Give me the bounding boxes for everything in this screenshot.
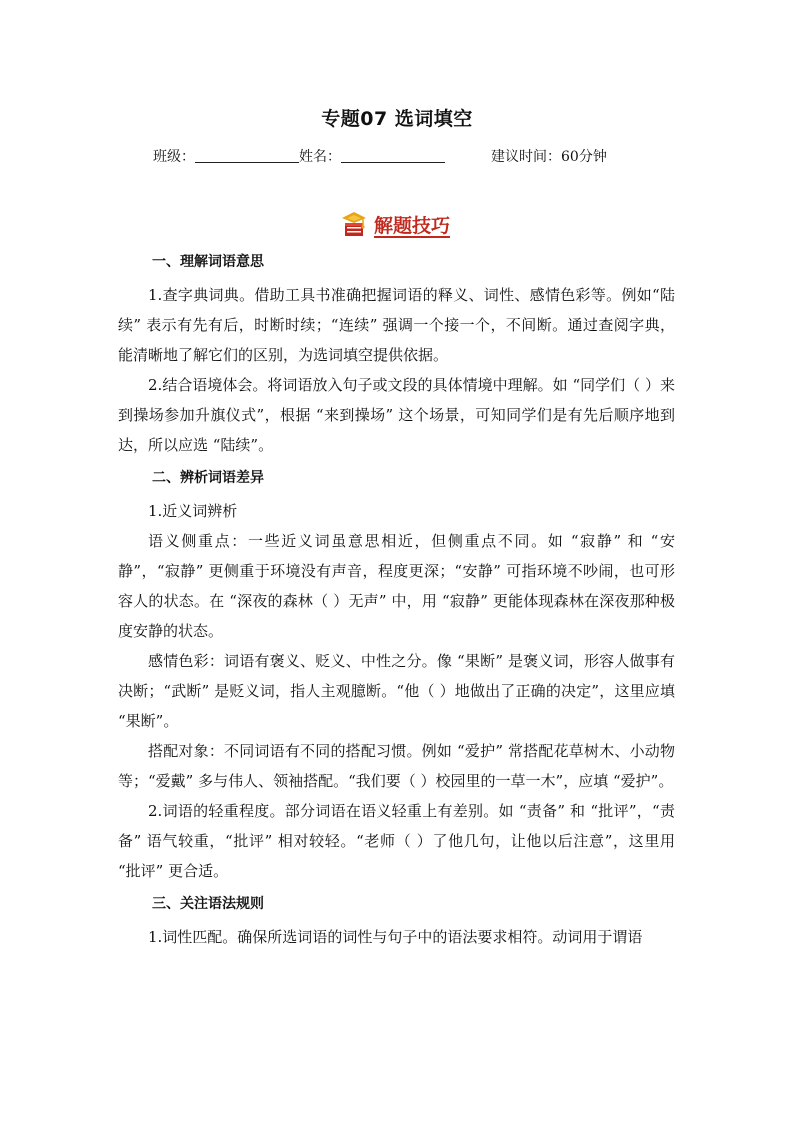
paragraph: 搭配对象：不同词语有不同的搭配习惯。例如 “爱护” 常搭配花草树木、小动物等；“爱戴” 多与伟人、领袖搭配。“我们要（ ）校园里的一草一木”，应填 “爱护”。 — [118, 742, 675, 790]
name-label: 姓名： — [299, 149, 341, 165]
paragraph: 2.结合语境体会。将词语放入句子或文段的具体情境中理解。如 “同学们（ ）来到操场参加升旗仪式”，根据 “来到操场” 这个场景，可知同学们是有先后顺序地到达，所以应选 “陆续”。 — [118, 376, 675, 454]
book-stack-icon — [340, 209, 368, 239]
subheading: 1.近义词辨析 — [148, 502, 238, 520]
suggested-time: 建议时间：60分钟 — [491, 149, 607, 165]
class-blank[interactable] — [195, 148, 299, 163]
student-info-line — [153, 146, 673, 166]
section-banner — [340, 207, 450, 241]
name-blank[interactable] — [341, 148, 445, 163]
class-label: 班级： — [153, 149, 195, 165]
section-heading-3: 三、关注语法规则 — [152, 896, 264, 912]
paragraph: 2.词语的轻重程度。部分词语在语义轻重上有差别。如 “责备” 和 “批评”，“责备” 语气较重，“批评” 相对较轻。“老师（ ）了他几句，让他以后注意”，这里用 “批评” 更合适。 — [118, 802, 675, 880]
paragraph: 感情色彩：词语有褒义、贬义、中性之分。像 “果断” 是褒义词，形容人做事有决断；“武断” 是贬义词，指人主观臆断。“他（ ）地做出了正确的决定”，这里应填 “果断”。 — [118, 652, 675, 730]
paragraph: 1.词性匹配。确保所选词语的词性与句子中的语法要求相符。动词用于谓语 — [148, 928, 643, 946]
page-title: 专题07 选词填空 — [321, 108, 473, 130]
paragraph: 语义侧重点：一些近义词虽意思相近，但侧重点不同。如 “寂静” 和 “安静”，“寂静” 更侧重于环境没有声音，程度更深；“安静” 可指环境不吵闹，也可形容人的状态。在 “深夜的森林（ ）无声” 中，用 “寂静” 更能体现森林在深夜那种极度安静的状态。 — [118, 532, 675, 640]
section-heading-1: 一、理解词语意思 — [152, 254, 264, 270]
section-heading-2: 二、辨析词语差异 — [152, 470, 264, 486]
content-body — [118, 244, 675, 952]
banner-title: 解题技巧 — [374, 214, 451, 237]
paragraph: 1.查字典词典。借助工具书准确把握词语的释义、词性、感情色彩等。例如“陆续” 表示有先有后，时断时续；“连续” 强调一个接一个，不间断。通过查阅字典，能清晰地了解它们的区别，为选词填空提供依据。 — [118, 286, 675, 364]
